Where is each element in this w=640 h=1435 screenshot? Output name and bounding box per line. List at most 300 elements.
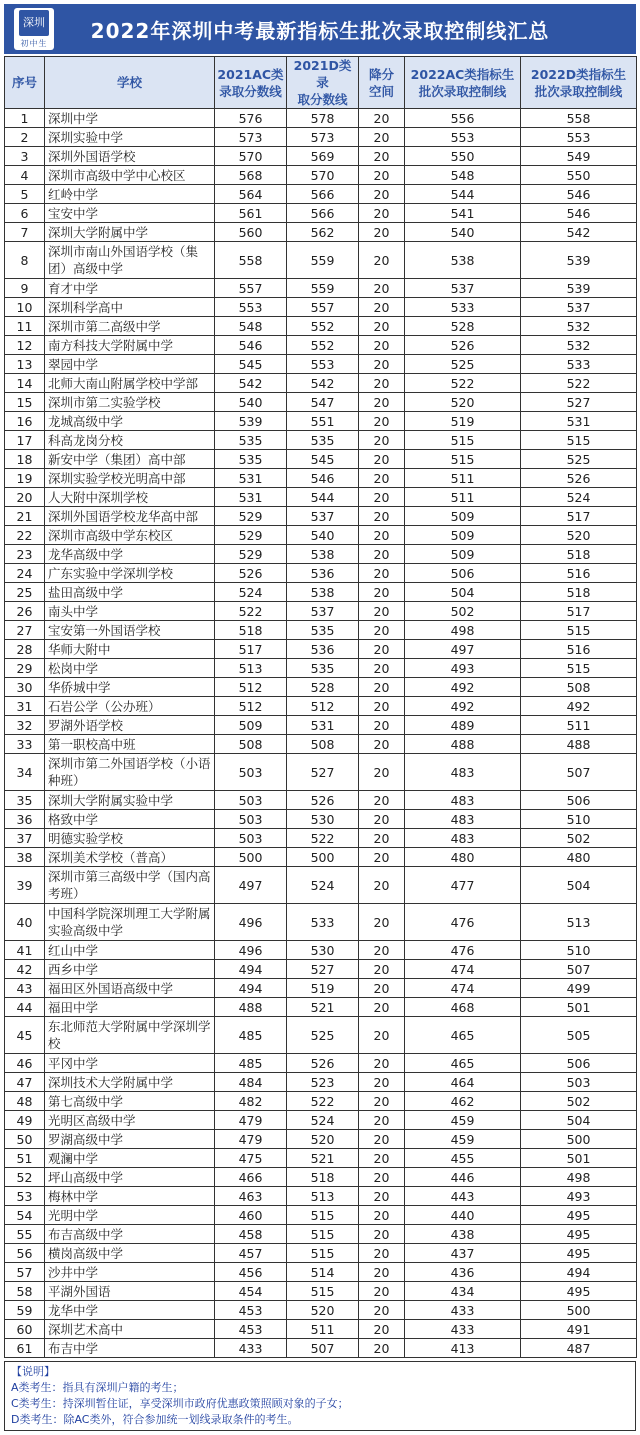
col-index-cell: 45 [5, 1017, 45, 1054]
col-school-cell: 红岭中学 [45, 185, 215, 204]
col-2022-ac-cell: 528 [405, 317, 521, 336]
col-school-cell: 深圳科学高中 [45, 298, 215, 317]
col-reduction-cell: 20 [359, 109, 405, 128]
col-2022-d-cell: 527 [521, 393, 637, 412]
table-row [5, 697, 637, 716]
col-2021-ac-cell: 529 [215, 526, 287, 545]
col-index-cell: 24 [5, 564, 45, 583]
col-2021-ac-cell: 453 [215, 1320, 287, 1339]
col-2021-ac-cell: 500 [215, 848, 287, 867]
col-2022-d-cell: 505 [521, 1017, 637, 1054]
col-2022-d-cell: 500 [521, 1130, 637, 1149]
col-school-cell: 广东实验中学深圳学校 [45, 564, 215, 583]
col-school-cell: 坪山高级中学 [45, 1168, 215, 1187]
col-2022-ac-cell: 465 [405, 1017, 521, 1054]
col-2021-ac-cell: 568 [215, 166, 287, 185]
col-index-cell: 41 [5, 941, 45, 960]
col-reduction-cell: 20 [359, 1301, 405, 1320]
col-2021-ac-cell: 457 [215, 1244, 287, 1263]
col-2022-ac-cell: 464 [405, 1073, 521, 1092]
col-school-cell: 中国科学院深圳理工大学附属实验高级中学 [45, 904, 215, 941]
col-2021-d-cell: 545 [287, 450, 359, 469]
col-2021-ac-cell: 512 [215, 678, 287, 697]
col-2021-d-cell: 500 [287, 848, 359, 867]
col-index-cell: 2 [5, 128, 45, 147]
col-school-cell: 宝安第一外国语学校 [45, 621, 215, 640]
col-school-cell: 深圳实验学校光明高中部 [45, 469, 215, 488]
col-2021-d-cell: 536 [287, 640, 359, 659]
col-2022-ac-cell: 519 [405, 412, 521, 431]
col-2021-ac-cell: 466 [215, 1168, 287, 1187]
table-body [5, 109, 637, 1358]
col-reduction-cell: 20 [359, 998, 405, 1017]
col-2022-ac-cell: 483 [405, 810, 521, 829]
col-index-cell: 31 [5, 697, 45, 716]
col-2021-ac-cell: 485 [215, 1054, 287, 1073]
col-reduction-cell: 20 [359, 1168, 405, 1187]
table-row [5, 1282, 637, 1301]
col-2022-d-cell: 492 [521, 697, 637, 716]
col-index-cell: 54 [5, 1206, 45, 1225]
col-2022-ac-cell: 468 [405, 998, 521, 1017]
col-school-cell: 深圳市高级中学东校区 [45, 526, 215, 545]
col-school-cell: 深圳市第三高级中学（国内高考班） [45, 867, 215, 904]
table-row [5, 1206, 637, 1225]
col-index-cell: 40 [5, 904, 45, 941]
col-2021-d-cell: 573 [287, 128, 359, 147]
col-2022-d-cell: 487 [521, 1339, 637, 1358]
col-2022-ac-cell: 509 [405, 507, 521, 526]
col-index-cell: 36 [5, 810, 45, 829]
table-row [5, 526, 637, 545]
col-2021-ac-cell: 542 [215, 374, 287, 393]
table-row [5, 810, 637, 829]
col-2022-ac-cell: 477 [405, 867, 521, 904]
col-school-cell: 沙井中学 [45, 1263, 215, 1282]
table-header-row [5, 57, 637, 109]
col-reduction-cell: 20 [359, 317, 405, 336]
col-2021-ac-cell: 531 [215, 469, 287, 488]
col-index-cell: 38 [5, 848, 45, 867]
col-2021-d-cell: 546 [287, 469, 359, 488]
col-2021-d-cell: 562 [287, 223, 359, 242]
table-row [5, 223, 637, 242]
table-row [5, 583, 637, 602]
col-2022-d-cell: 502 [521, 1092, 637, 1111]
col-2021-ac-cell: 503 [215, 810, 287, 829]
col-index-cell: 55 [5, 1225, 45, 1244]
col-school-cell: 东北师范大学附属中学深圳学校 [45, 1017, 215, 1054]
col-index-cell: 11 [5, 317, 45, 336]
col-2021-d-cell: 515 [287, 1282, 359, 1301]
col-2021-ac-cell: 460 [215, 1206, 287, 1225]
col-2021-d-cell: 552 [287, 317, 359, 336]
col-school-cell: 光明区高级中学 [45, 1111, 215, 1130]
col-2022-d-cell: 522 [521, 374, 637, 393]
col-index-cell: 8 [5, 242, 45, 279]
col-2021-ac-cell: 513 [215, 659, 287, 678]
col-reduction-cell: 20 [359, 128, 405, 147]
col-index-cell: 34 [5, 754, 45, 791]
col-2021-d-cell: 578 [287, 109, 359, 128]
col-2022-ac-cell: 438 [405, 1225, 521, 1244]
col-2022-d-cell: 507 [521, 754, 637, 791]
table-row [5, 279, 637, 298]
col-reduction-cell: 20 [359, 1092, 405, 1111]
col-index-cell: 20 [5, 488, 45, 507]
col-2022-ac-cell: 511 [405, 469, 521, 488]
table-row [5, 545, 637, 564]
table-row [5, 298, 637, 317]
col-2022-ac-cell: 506 [405, 564, 521, 583]
col-2022-d-cell: 511 [521, 716, 637, 735]
col-index-cell: 19 [5, 469, 45, 488]
col-2021-d-cell: 547 [287, 393, 359, 412]
col-reduction-cell: 20 [359, 754, 405, 791]
col-2021-d-cell: 521 [287, 1149, 359, 1168]
col-2022-d-cell: 520 [521, 526, 637, 545]
col-2021-d-cell: 515 [287, 1225, 359, 1244]
col-2021-ac-cell: 509 [215, 716, 287, 735]
col-2022-ac-cell: 537 [405, 279, 521, 298]
col-2021-d-cell: 515 [287, 1206, 359, 1225]
col-school-cell: 第七高级中学 [45, 1092, 215, 1111]
col-school-cell: 龙华中学 [45, 1301, 215, 1320]
table-row [5, 1187, 637, 1206]
col-school-cell: 深圳大学附属实验中学 [45, 791, 215, 810]
col-2022-ac-cell: 433 [405, 1320, 521, 1339]
col-reduction-cell: 20 [359, 659, 405, 678]
col-2021-ac-cell: 546 [215, 336, 287, 355]
col-index-cell: 35 [5, 791, 45, 810]
col-2021-ac-cell: 535 [215, 450, 287, 469]
col-index-cell: 37 [5, 829, 45, 848]
col-reduction-cell: 20 [359, 355, 405, 374]
col-2021-d-cell: 559 [287, 242, 359, 279]
table-row [5, 754, 637, 791]
col-2021-d-cell: 528 [287, 678, 359, 697]
col-index-cell: 49 [5, 1111, 45, 1130]
col-2022-ac-cell: 502 [405, 602, 521, 621]
col-index-cell: 46 [5, 1054, 45, 1073]
col-reduction-cell: 20 [359, 810, 405, 829]
col-2021-ac-cell: 463 [215, 1187, 287, 1206]
col-2022-ac-cell: 497 [405, 640, 521, 659]
col-2022-ac-cell: 436 [405, 1263, 521, 1282]
col-2021-d-cell: 566 [287, 204, 359, 223]
col-2021-d-cell: 535 [287, 621, 359, 640]
col-school-cell: 深圳美术学校（普高） [45, 848, 215, 867]
col-reduction-cell: 20 [359, 1244, 405, 1263]
table-row [5, 829, 637, 848]
col-school-cell: 华侨城中学 [45, 678, 215, 697]
col-index-cell: 30 [5, 678, 45, 697]
col-2022-ac-cell: 437 [405, 1244, 521, 1263]
col-school-cell: 南头中学 [45, 602, 215, 621]
col-2021-ac-cell: 540 [215, 393, 287, 412]
table-row [5, 867, 637, 904]
col-index-cell: 51 [5, 1149, 45, 1168]
col-reduction-cell: 20 [359, 450, 405, 469]
col-2022-d-cell: 550 [521, 166, 637, 185]
col-2021-d-cell: 538 [287, 583, 359, 602]
col-2021-ac-cell: 485 [215, 1017, 287, 1054]
col-2021-d-cell: 520 [287, 1301, 359, 1320]
col-2022-ac-cell: 413 [405, 1339, 521, 1358]
col-2021-ac-cell: 548 [215, 317, 287, 336]
table-row [5, 979, 637, 998]
col-2021-ac-header: 2021AC类 录取分数线 [215, 57, 287, 109]
col-2022-d-header: 2022D类指标生 批次录取控制线 [521, 57, 637, 109]
col-2021-ac-cell: 570 [215, 147, 287, 166]
col-2022-d-cell: 495 [521, 1244, 637, 1263]
col-2022-d-cell: 506 [521, 791, 637, 810]
col-index-cell: 50 [5, 1130, 45, 1149]
col-school-cell: 科高龙岗分校 [45, 431, 215, 450]
col-index-cell: 23 [5, 545, 45, 564]
col-reduction-cell: 20 [359, 640, 405, 659]
col-2021-ac-cell: 458 [215, 1225, 287, 1244]
col-2022-d-cell: 518 [521, 545, 637, 564]
col-2021-ac-cell: 561 [215, 204, 287, 223]
col-2022-ac-cell: 474 [405, 979, 521, 998]
col-2022-d-cell: 525 [521, 450, 637, 469]
table-row [5, 450, 637, 469]
col-2021-ac-cell: 494 [215, 979, 287, 998]
col-reduction-cell: 20 [359, 848, 405, 867]
col-2021-ac-cell: 517 [215, 640, 287, 659]
col-2021-ac-cell: 512 [215, 697, 287, 716]
col-2021-ac-cell: 518 [215, 621, 287, 640]
col-2022-ac-cell: 511 [405, 488, 521, 507]
col-2021-ac-cell: 496 [215, 941, 287, 960]
table-row [5, 1149, 637, 1168]
col-2022-d-cell: 506 [521, 1054, 637, 1073]
col-2022-d-cell: 517 [521, 602, 637, 621]
col-2022-d-cell: 553 [521, 128, 637, 147]
table-row [5, 336, 637, 355]
col-2022-d-cell: 504 [521, 867, 637, 904]
col-2021-d-cell: 553 [287, 355, 359, 374]
col-2021-d-cell: 522 [287, 1092, 359, 1111]
col-2022-ac-cell: 476 [405, 904, 521, 941]
col-2022-d-cell: 491 [521, 1320, 637, 1339]
col-2022-ac-cell: 492 [405, 697, 521, 716]
page-title: 2022年深圳中考最新指标生批次录取控制线汇总 [90, 18, 550, 43]
col-2021-d-cell: 514 [287, 1263, 359, 1282]
col-2021-d-cell: 559 [287, 279, 359, 298]
col-2022-ac-cell: 550 [405, 147, 521, 166]
col-school-cell: 盐田高级中学 [45, 583, 215, 602]
col-2022-d-cell: 526 [521, 469, 637, 488]
col-2022-ac-cell: 520 [405, 393, 521, 412]
col-2021-ac-cell: 496 [215, 904, 287, 941]
col-2021-d-header: 2021D类录 取分数线 [287, 57, 359, 109]
col-2022-d-cell: 494 [521, 1263, 637, 1282]
score-table [4, 56, 637, 1358]
col-reduction-cell: 20 [359, 1225, 405, 1244]
col-index-cell: 13 [5, 355, 45, 374]
col-school-cell: 石岩公学（公办班） [45, 697, 215, 716]
col-2022-d-cell: 549 [521, 147, 637, 166]
col-2022-ac-cell: 446 [405, 1168, 521, 1187]
col-2021-d-cell: 519 [287, 979, 359, 998]
col-reduction-cell: 20 [359, 791, 405, 810]
col-2021-ac-cell: 488 [215, 998, 287, 1017]
col-index-cell: 7 [5, 223, 45, 242]
col-2022-d-cell: 513 [521, 904, 637, 941]
col-2022-ac-cell: 483 [405, 754, 521, 791]
col-index-cell: 57 [5, 1263, 45, 1282]
table-row [5, 621, 637, 640]
col-2022-ac-cell: 433 [405, 1301, 521, 1320]
col-2022-ac-cell: 538 [405, 242, 521, 279]
col-reduction-cell: 20 [359, 1017, 405, 1054]
col-school-cell: 梅林中学 [45, 1187, 215, 1206]
logo-subtitle: 初中生 [20, 38, 48, 48]
col-2021-d-cell: 536 [287, 564, 359, 583]
col-2022-d-cell: 518 [521, 583, 637, 602]
table-row [5, 393, 637, 412]
col-2021-ac-cell: 529 [215, 545, 287, 564]
col-school-cell: 人大附中深圳学校 [45, 488, 215, 507]
col-2022-ac-cell: 459 [405, 1130, 521, 1149]
col-2021-ac-cell: 503 [215, 829, 287, 848]
col-2021-ac-cell: 479 [215, 1130, 287, 1149]
col-2021-ac-cell: 453 [215, 1301, 287, 1320]
table-row [5, 355, 637, 374]
table-row [5, 317, 637, 336]
col-reduction-cell: 20 [359, 545, 405, 564]
col-2021-ac-cell: 522 [215, 602, 287, 621]
col-2021-d-cell: 524 [287, 1111, 359, 1130]
col-2022-d-cell: 500 [521, 1301, 637, 1320]
col-2022-d-cell: 501 [521, 1149, 637, 1168]
col-school-cell: 深圳市高级中学中心校区 [45, 166, 215, 185]
col-school-cell: 第一职校高中班 [45, 735, 215, 754]
col-school-cell: 深圳艺术高中 [45, 1320, 215, 1339]
col-school-cell: 观澜中学 [45, 1149, 215, 1168]
col-2021-d-cell: 535 [287, 659, 359, 678]
col-school-cell: 横岗高级中学 [45, 1244, 215, 1263]
col-reduction-cell: 20 [359, 621, 405, 640]
col-2022-ac-cell: 504 [405, 583, 521, 602]
col-reduction-cell: 20 [359, 960, 405, 979]
col-2022-d-cell: 524 [521, 488, 637, 507]
table-row [5, 507, 637, 526]
table-row [5, 640, 637, 659]
col-index-cell: 25 [5, 583, 45, 602]
col-reduction-cell: 20 [359, 1282, 405, 1301]
col-index-cell: 53 [5, 1187, 45, 1206]
col-2021-d-cell: 530 [287, 810, 359, 829]
col-2021-d-cell: 523 [287, 1073, 359, 1092]
notes-box [4, 1361, 636, 1431]
notes-line: A类考生：指具有深圳户籍的考生； [11, 1381, 184, 1394]
col-index-cell: 21 [5, 507, 45, 526]
col-2021-d-cell: 520 [287, 1130, 359, 1149]
col-reduction-cell: 20 [359, 867, 405, 904]
col-index-cell: 14 [5, 374, 45, 393]
col-index-cell: 39 [5, 867, 45, 904]
col-2021-d-cell: 531 [287, 716, 359, 735]
col-index-cell: 16 [5, 412, 45, 431]
col-2022-ac-cell: 548 [405, 166, 521, 185]
col-index-cell: 1 [5, 109, 45, 128]
col-2022-d-cell: 515 [521, 431, 637, 450]
col-2022-d-cell: 516 [521, 564, 637, 583]
col-reduction-cell: 20 [359, 1149, 405, 1168]
col-2021-ac-cell: 558 [215, 242, 287, 279]
col-school-cell: 罗湖外语学校 [45, 716, 215, 735]
col-2022-ac-cell: 515 [405, 450, 521, 469]
table-row [5, 1111, 637, 1130]
col-2022-ac-cell: 489 [405, 716, 521, 735]
col-school-cell: 翠园中学 [45, 355, 215, 374]
col-reduction-cell: 20 [359, 904, 405, 941]
col-index-cell: 4 [5, 166, 45, 185]
col-reduction-cell: 20 [359, 166, 405, 185]
col-school-cell: 育才中学 [45, 279, 215, 298]
col-2021-ac-cell: 503 [215, 754, 287, 791]
table-row [5, 564, 637, 583]
col-index-cell: 52 [5, 1168, 45, 1187]
col-2022-ac-cell: 443 [405, 1187, 521, 1206]
notes-title: 【说明】 [11, 1365, 55, 1378]
col-reduction-cell: 20 [359, 1073, 405, 1092]
table-row [5, 960, 637, 979]
col-reduction-cell: 20 [359, 1111, 405, 1130]
table-row [5, 1054, 637, 1073]
col-2022-d-cell: 542 [521, 223, 637, 242]
col-reduction-header: 降分 空间 [359, 57, 405, 109]
col-2022-d-cell: 515 [521, 659, 637, 678]
col-reduction-cell: 20 [359, 1206, 405, 1225]
col-index-cell: 33 [5, 735, 45, 754]
col-school-cell: 新安中学（集团）高中部 [45, 450, 215, 469]
col-2022-ac-cell: 483 [405, 829, 521, 848]
col-index-cell: 22 [5, 526, 45, 545]
col-2022-d-cell: 510 [521, 810, 637, 829]
col-2022-ac-cell: 493 [405, 659, 521, 678]
table-row [5, 1130, 637, 1149]
col-2022-d-cell: 504 [521, 1111, 637, 1130]
col-2022-d-cell: 546 [521, 204, 637, 223]
col-2021-d-cell: 535 [287, 431, 359, 450]
col-2021-ac-cell: 531 [215, 488, 287, 507]
title-banner [4, 4, 636, 54]
col-school-cell: 深圳外国语学校龙华高中部 [45, 507, 215, 526]
col-index-cell: 56 [5, 1244, 45, 1263]
col-2022-d-cell: 480 [521, 848, 637, 867]
col-2021-ac-cell: 433 [215, 1339, 287, 1358]
col-2022-ac-cell: 522 [405, 374, 521, 393]
table-row [5, 848, 637, 867]
col-2022-d-cell: 546 [521, 185, 637, 204]
col-2021-ac-cell: 576 [215, 109, 287, 128]
col-2022-ac-cell: 553 [405, 128, 521, 147]
col-school-cell: 深圳大学附属中学 [45, 223, 215, 242]
col-index-cell: 32 [5, 716, 45, 735]
col-2021-ac-cell: 497 [215, 867, 287, 904]
col-2021-d-cell: 540 [287, 526, 359, 545]
col-2021-d-cell: 507 [287, 1339, 359, 1358]
notes-line: C类考生：持深圳暂住证，享受深圳市政府优惠政策照顾对象的子女； [11, 1397, 349, 1410]
col-2021-d-cell: 570 [287, 166, 359, 185]
col-2021-d-cell: 518 [287, 1168, 359, 1187]
table-row [5, 1301, 637, 1320]
col-school-cell: 华师大附中 [45, 640, 215, 659]
